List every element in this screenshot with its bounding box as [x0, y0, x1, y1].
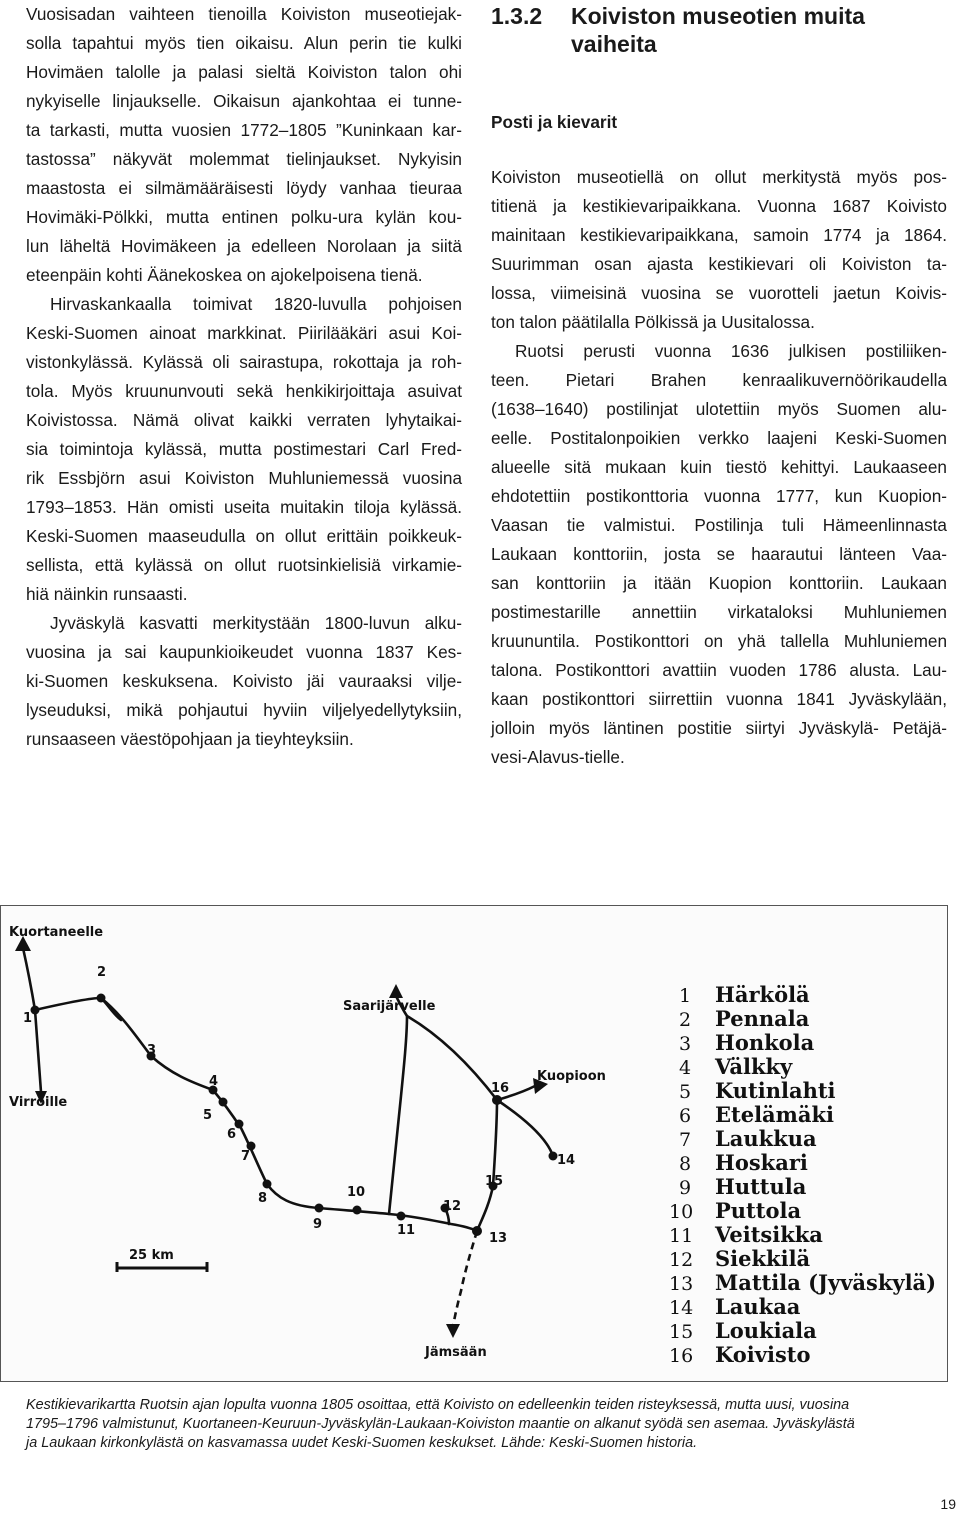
figure-caption	[26, 1396, 946, 1453]
text-line: rik Essbjörn asui Koiviston Muhluniemessä vuosina	[26, 468, 462, 488]
text-line: (1638–1640) postilinjat ulotettiin myös Suomen alu-	[491, 399, 947, 419]
scale-label: 25 km	[129, 1248, 174, 1263]
text-line: Jyväskylä kasvatti merkitystään 1800-luvun alku-	[50, 613, 462, 633]
legend-number: 7	[679, 1129, 692, 1151]
left-paragraph-2	[26, 290, 462, 609]
station-dot	[353, 1206, 362, 1215]
station-number-15: 15	[485, 1174, 504, 1189]
station-number-16: 16	[491, 1081, 510, 1096]
text-line: jolloin myös läntinen postitie siirtyi Jyväskylä- Petäjä-	[491, 718, 947, 738]
label-kuopio: Kuopioon	[537, 1069, 606, 1084]
road-jamsa-dashed	[453, 1231, 477, 1326]
right-paragraph-2	[491, 337, 947, 772]
text-line: Hirvaskankaalla toimivat 1820-luvulla pohjoisen	[50, 294, 462, 314]
legend-name: Etelämäki	[715, 1102, 835, 1127]
road-map	[1, 906, 947, 1381]
text-line: kaan postikonttori siirrettiin vuonna 1841 Jyväskylään,	[491, 689, 947, 709]
legend-name: Hoskari	[715, 1150, 808, 1175]
legend-name: Loukiala	[715, 1318, 817, 1343]
legend-number: 10	[669, 1201, 694, 1223]
legend-name: Siekkilä	[715, 1246, 811, 1271]
station-number-2: 2	[97, 965, 107, 980]
section-title-line-2: vaiheita	[571, 31, 657, 57]
left-paragraph-1	[26, 0, 462, 290]
legend-number: 5	[679, 1081, 692, 1103]
station-number-5: 5	[203, 1108, 213, 1123]
text-line: lun läheltä Hovimäkeen ja edelleen Norolaan ja siitä	[26, 236, 462, 256]
legend-name: Pennala	[715, 1006, 810, 1031]
legend-number: 13	[669, 1273, 694, 1295]
legend-number: 16	[669, 1345, 694, 1367]
legend-number: 8	[679, 1153, 692, 1175]
legend-number: 12	[669, 1249, 694, 1271]
section-heading	[491, 0, 947, 58]
text-line: ton talon päätilalla Pölkissä ja Uusitalossa.	[491, 312, 815, 332]
label-jamsa: Jämsään	[425, 1345, 487, 1360]
place-labels	[9, 925, 606, 1360]
road-lines	[23, 948, 553, 1231]
station-number-12: 12	[443, 1199, 462, 1214]
text-line: postimestarille annettiin virkataloksi Muhluniemen	[491, 602, 947, 622]
station-dot	[263, 1180, 272, 1189]
legend-name: Välkky	[715, 1054, 793, 1079]
text-line: sia toimintoja kylässä, mutta postimestari Carl Fred-	[26, 439, 462, 459]
station-number-13: 13	[489, 1231, 508, 1246]
left-paragraph-3	[26, 609, 462, 754]
station-dot	[492, 1095, 502, 1105]
text-line: maastosta ei silmämääräisesti löydy vanhaa tieuraa	[26, 178, 462, 198]
text-line: teen. Pietari Brahen kenraalikuvernöörikaudella	[491, 370, 947, 390]
scale-bar	[117, 1248, 207, 1272]
road-main	[35, 998, 477, 1231]
station-dot	[315, 1204, 324, 1213]
legend-name: Laukaa	[715, 1294, 801, 1319]
text-line: hiä näinkin runsaasti.	[26, 584, 188, 604]
legend-number: 3	[679, 1033, 692, 1055]
text-line: eelle. Postitalonpoikien verkko laajeni Keski-Suomen	[491, 428, 947, 448]
text-line: ki-Suomen keskuksena. Koivisto jäi vauraaksi vilje-	[26, 671, 462, 691]
legend	[669, 982, 936, 1367]
text-line: Vaasan tie valmistui. Postilinja tuli Hämeenlinnasta	[491, 515, 947, 535]
text-line: alueelle sitä mukaan kuin tiestö kehittyi. Laukaaseen	[491, 457, 947, 477]
text-line: Hovimäen talolle ja palasi sieltä Koiviston talon ohi	[26, 62, 462, 82]
text-line: vesi-Alavus-tielle.	[491, 747, 625, 767]
text-line: Koiviston museotiellä on ollut merkitystä myös pos-	[491, 167, 947, 187]
legend-name: Koivisto	[715, 1342, 811, 1367]
caption-line: ja Laukaan kirkonkylästä on kasvamassa uudet Keski-Suomen keskukset. Lähde: Keski-Suomen historia.	[26, 1435, 698, 1451]
legend-number: 2	[679, 1009, 692, 1031]
legend-name: Härkölä	[715, 982, 810, 1007]
text-line: Ruotsi perusti vuonna 1636 julkisen postiliiken-	[515, 341, 947, 361]
station-number-11: 11	[397, 1223, 416, 1238]
legend-name: Laukkua	[715, 1126, 817, 1151]
station-dot	[219, 1098, 228, 1107]
station-number-8: 8	[258, 1191, 268, 1206]
legend-number: 4	[679, 1057, 692, 1079]
text-line: Keski-Suomen maaseudulla on ollut erittäin poikkeuk-	[26, 526, 462, 546]
station-dot	[397, 1212, 406, 1221]
text-line: Koivistossa. Nämä olivat kaikki verraten lyhytaikai-	[26, 410, 462, 430]
label-saarijarvi: Saarijärvelle	[343, 999, 436, 1014]
text-line: mainitaan kestikievaripaikkana, samoin 1774 ja 1864.	[491, 225, 947, 245]
road-map-figure	[0, 905, 948, 1382]
text-line: tastossa” näkyvät molemmat tielinjaukset. Nykyisin	[26, 149, 462, 169]
caption-line: Kestikievarikartta Ruotsin ajan lopulta vuonna 1805 osoittaa, että Koivisto on edelleenkin teiden risteyksessä, mutta uusi, vuosina	[26, 1397, 850, 1413]
legend-name: Kutinlahti	[715, 1078, 836, 1103]
text-line: sellista, että kylässä on ollut ruotsinkielisiä virkamie-	[26, 555, 462, 575]
left-column	[26, 0, 462, 754]
legend-number: 1	[679, 985, 692, 1007]
section-number: 1.3.2	[491, 3, 543, 29]
text-line: Vuosisadan vaihteen tienoilla Koiviston museotiejak-	[26, 4, 462, 24]
text-line: vuosina ja sai kaupunkioikeudet vuonna 1837 Kes-	[26, 642, 462, 662]
road-north	[389, 1016, 407, 1214]
arrow-jamsa-icon	[446, 1324, 460, 1338]
text-line: Hovimäki-Pölkki, mutta entinen polku-ura kylän kou-	[26, 207, 462, 227]
station-dot	[97, 994, 106, 1003]
station-dots	[31, 994, 558, 1237]
legend-name: Puttola	[715, 1198, 802, 1223]
station-number-7: 7	[241, 1149, 251, 1164]
text-line: runsaaseen väestöpohjaan ja tieyhteyksiin.	[26, 729, 354, 749]
text-line: ta tarkasti, mutta vuosien 1772–1805 ”Kuninkaan kar-	[26, 120, 462, 140]
legend-number: 9	[679, 1177, 692, 1199]
text-line: kruununtila. Postikonttori on yhä tallella Muhluniemen	[491, 631, 947, 651]
text-line: tola. Myös kruununvouti sekä henkikirjoittaja asuivat	[26, 381, 462, 401]
section-title-line-1: Koiviston museotien muita	[571, 3, 865, 29]
legend-number: 6	[679, 1105, 692, 1127]
text-line: san konttoriin ja itään Kuopion konttoriin. Laukaan	[491, 573, 947, 593]
station-number-1: 1	[23, 1011, 33, 1026]
text-line: 1793–1853. Hän omisti useita muitakin tiloja kylässä.	[26, 497, 462, 517]
caption-line: 1795–1796 valmistunut, Kuortaneen-Keuruun-Jyväskylän-Laukaan-Koiviston maantie on alkanut syödä sen asemaa. Jyväskylästä	[26, 1416, 855, 1432]
legend-number: 14	[669, 1297, 694, 1319]
text-line: ehdotettiin postikonttoria vuonna 1777, kun Kuopion-	[491, 486, 947, 506]
station-number-6: 6	[227, 1127, 237, 1142]
road-laukaa	[497, 1100, 553, 1156]
legend-name: Veitsikka	[715, 1222, 823, 1247]
road-south-koivisto	[477, 1100, 497, 1231]
text-line: lyseuduksi, mikä pohjautui hyviin viljelyedellytyksiin,	[26, 700, 462, 720]
legend-number: 15	[669, 1321, 694, 1343]
legend-name: Honkola	[715, 1030, 815, 1055]
direction-arrows	[15, 936, 548, 1338]
arrow-saarijarvi-icon	[389, 984, 403, 998]
text-line: solla tapahtui myös tien oikaisu. Alun perin tie kulki	[26, 33, 462, 53]
text-line: Suurimman osan ajasta kestikievari oli Koiviston ta-	[491, 254, 947, 274]
text-line: eteenpäin kohti Äänekoskea on ajokelpoisena tienä.	[26, 265, 423, 285]
legend-number: 11	[669, 1225, 694, 1247]
text-line: Laukaan konttoriin, josta se haarautui länteen Vaa-	[491, 544, 947, 564]
text-line: vistonkylässä. Kylässä oli sairastupa, rokottaja ja roh-	[26, 352, 462, 372]
station-number-10: 10	[347, 1185, 366, 1200]
station-number-9: 9	[313, 1217, 323, 1232]
text-line: titienä ja kestikievaripaikkana. Vuonna 1687 Koivisto	[491, 196, 947, 216]
station-number-14: 14	[557, 1153, 576, 1168]
text-line: talona. Postikonttori avattiin vuoden 1786 alusta. Lau-	[491, 660, 947, 680]
right-column	[491, 0, 947, 772]
right-paragraph-1	[491, 163, 947, 337]
text-line: Keski-Suomen ainoat markkinat. Piirilääkäri asui Koi-	[26, 323, 462, 343]
label-virrat: Virroille	[9, 1095, 68, 1110]
station-dot	[472, 1226, 482, 1236]
label-kuortane: Kuortaneelle	[9, 925, 104, 940]
subheading: Posti ja kievarit	[491, 112, 618, 132]
legend-name: Mattila (Jyväskylä)	[715, 1270, 937, 1295]
text-line: lossa, viimeisinä vuosina se vuorotteli jaetun Koivis-	[491, 283, 947, 303]
station-number-4: 4	[209, 1074, 219, 1089]
legend-name: Huttula	[715, 1174, 807, 1199]
text-line: nykyiselle linjaukselle. Oikaisun ajankohtaa ei tunne-	[26, 91, 462, 111]
station-number-3: 3	[147, 1043, 157, 1058]
page-number: 19	[940, 1496, 956, 1512]
